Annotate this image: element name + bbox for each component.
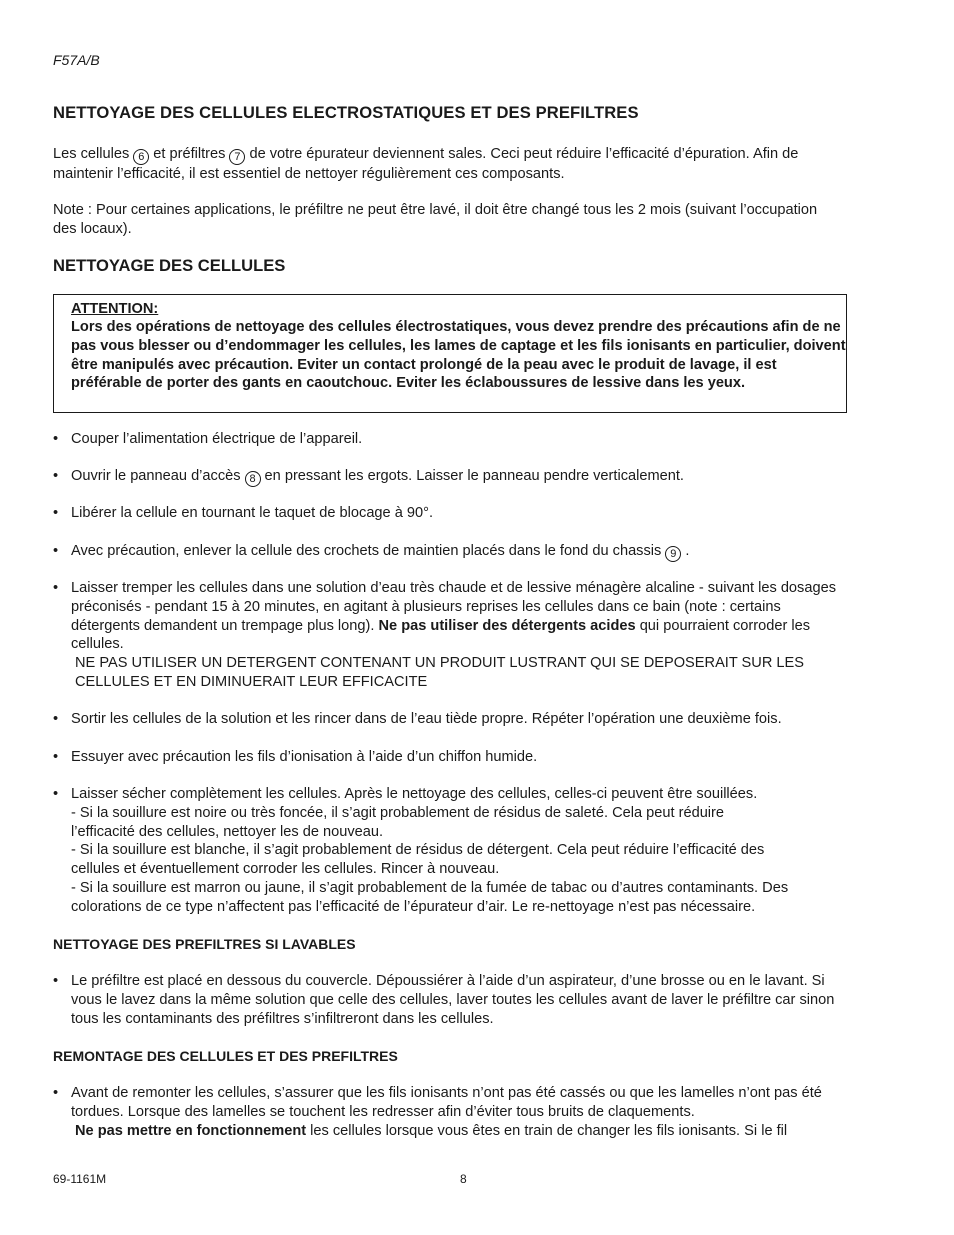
bullet-icon: • [53,711,59,727]
ref-9-icon: 9 [665,546,681,562]
warning-box [53,294,847,413]
section-title-prefilters: NETTOYAGE DES PREFILTRES SI LAVABLES [53,936,356,952]
model-number: F57A/B [53,52,100,68]
list-item: Avec précaution, enlever la cellule des crochets de maintien placés dans le fond du chassis 9 . [71,543,690,560]
bullet-icon: • [53,973,59,989]
warning-title: ATTENTION: [71,301,159,317]
bullet-icon: • [53,468,59,484]
list-item: Essuyer avec précaution les fils d’ionisation à l’aide d’un chiffon humide. [71,749,538,765]
list-item: Avant de remonter les cellules, s’assurer que les fils ionisants n’ont pas été cassés ou que les lamelles n’ont pas été tordues. Lorsque des lamelles se touchent les redresser afin d’éviter tous bruits de claquements. Ne pas mettre en fonctionnement les cellules lorsque vous êtes en train de changer les fils ionisants. Si le fil [71,1085,822,1139]
caps-warning: NE PAS UTILISER UN DETERGENT CONTENANT UN PRODUIT LUSTRANT QUI SE DEPOSERAIT SUR LES CELLULES ET EN DIMINUERAIT LEUR EFFICACITE [75,655,805,690]
warning-text: Lors des opérations de nettoyage des cellules électrostatiques, vous devez prendre des précautions afin de ne pas vous blesser ou d’endommager les cellules, les lames de captage et les fils ionisants en particulier, doivent être manipulés avec précaution. Eviter un contact prolongé de la peau avec le produit de lavage, il est préférable de porter des gants en caoutchouc. Eviter les éclaboussures de lessive dans les yeux. [71,319,846,392]
list-item: Laisser sécher complètement les cellules. Après le nettoyage des cellules, celles-ci peuvent être souillées. - Si la souillure est noire ou très foncée, il s’agit probablement de résidus de saleté. Cela peut réduire l’efficacité des cellules, nettoyer les de nouveau. - Si la souillure est blanche, il s’agit probablement de résidus de détergent. Cela peut réduire l’efficacité des cellules et éventuellement corroder les cellules. Rincer à nouveau. - Si la souillure est marron ou jaune, il s’agit probablement de la fumée de tabac ou d’autres contaminants. Des colorations de ce type n’affectent pas l’efficacité de l’épurateur d’air. Le re-nettoyage n’est pas nécessaire. [71,786,789,915]
page-number: 8 [460,1172,467,1186]
bullet-icon: • [53,749,59,765]
list-item: Laisser tremper les cellules dans une solution d’eau très chaude et de lessive ménagère alcaline - suivant les dosages préconisés - pendant 15 à 20 minutes, en agitant à plusieurs reprises les cellules dans ce bain (note : certains détergents demandent un trempage plus long). Ne pas utiliser des détergents acides qui pourraient corroder les cellules. NE PAS UTILISER UN DETERGENT CONTENANT UN PRODUIT LUSTRANT QUI SE DEPOSERAIT SUR LES CELLULES ET EN DIMINUERAIT LEUR EFFICACITE [71,580,836,690]
list-item: Libérer la cellule en tournant le taquet de blocage à 90°. [71,505,434,521]
section-title-cells: NETTOYAGE DES CELLULES [53,256,286,275]
doc-number: 69-1161M [53,1172,107,1186]
section-title-reassembly: REMONTAGE DES CELLULES ET DES PREFILTRES [53,1048,398,1064]
list-item: Le préfiltre est placé en dessous du couvercle. Dépoussiérer à l’aide d’un aspirateur, d’une brosse ou en le lavant. Si vous le lavez dans la même solution que celle des cellules, laver toutes les cellules avant de laver le préfiltre car sinon tous les contaminants des préfiltres s’infiltreront dans les cellules. [71,973,835,1027]
bullet-icon: • [53,786,59,802]
list-item: Couper l’alimentation électrique de l’appareil. [71,431,363,447]
bullet-icon: • [53,505,59,521]
bullet-icon: • [53,431,59,447]
bullet-icon: • [53,543,59,559]
section-title-cleaning: NETTOYAGE DES CELLULES ELECTROSTATIQUES ET DES PREFILTRES [53,103,639,122]
list-item: Sortir les cellules de la solution et les rincer dans de l’eau tiède propre. Répéter l’opération une deuxième fois. [71,711,782,727]
ref-7-icon: 7 [229,149,245,165]
list-item: Ouvrir le panneau d’accès 8 en pressant les ergots. Laisser le panneau pendre verticalement. [71,468,684,485]
ref-8-icon: 8 [245,471,261,487]
warning-operation: Ne pas mettre en fonctionnement [75,1122,307,1139]
note-paragraph: Note : Pour certaines applications, le préfiltre ne peut être lavé, il doit être changé tous les 2 mois (suivant l’occupation des locaux). [53,202,818,237]
bullet-icon: • [53,1085,59,1101]
ref-6-icon: 6 [133,149,149,165]
intro-paragraph: Les cellules 6 et préfiltres 7 de votre épurateur deviennent sales. Ceci peut réduire l’efficacité d’épuration. Afin de maintenir l’efficacité, il est essentiel de nettoyer régulièrement ces composants. [53,146,799,182]
warning-acid: Ne pas utiliser des détergents acides [378,617,636,634]
bullet-icon: • [53,580,59,596]
